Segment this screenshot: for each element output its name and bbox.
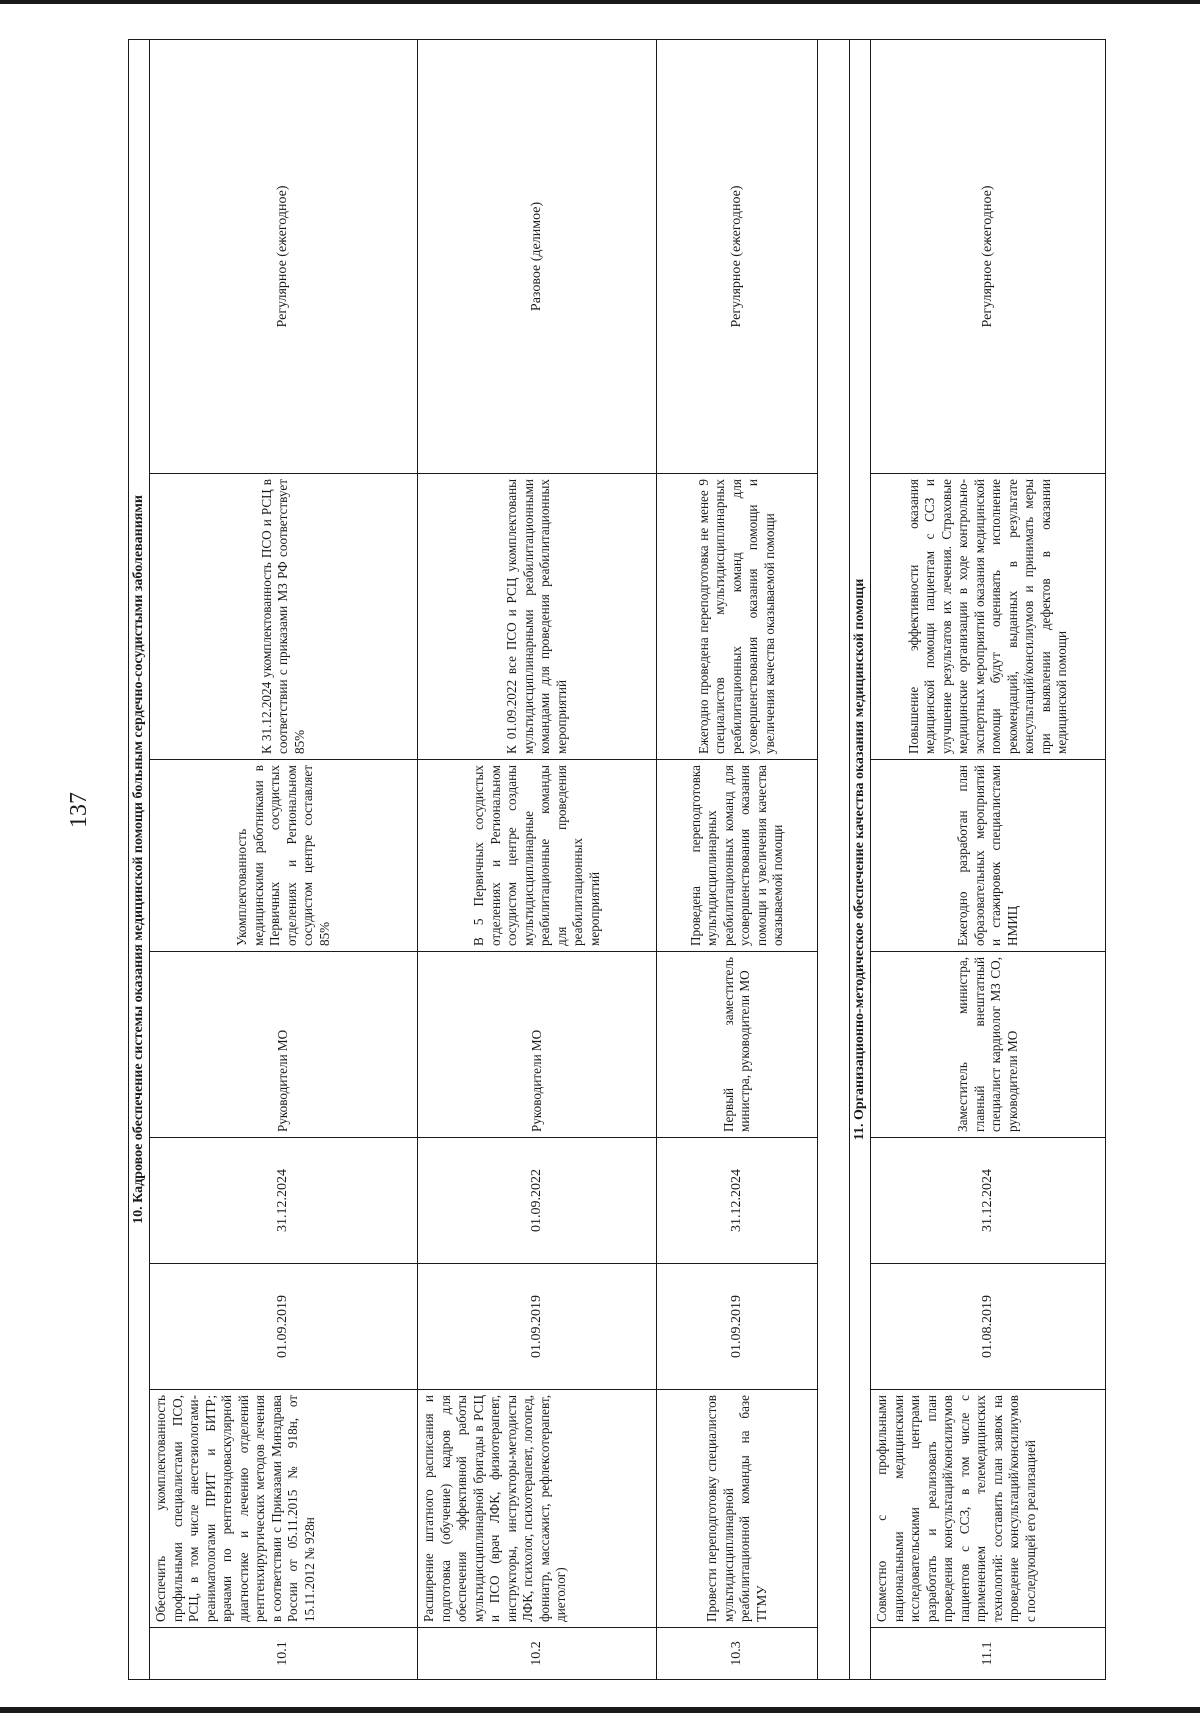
type-cell: Регулярное (ежегодное) (871, 39, 1106, 473)
result-cell: Укомплектованность медицинскими работниками в Первичных сосудистых отделениях и Региональном сосудистом центре составляет 85% (150, 760, 418, 952)
result-cell: В 5 Первичных сосудистых отделениях и Региональном сосудистом центре созданы мультидисциплинарные реабилитационные команды для проведения реабилитационных мероприятий (418, 760, 657, 952)
section-header-row (129, 39, 150, 1679)
task-cell: Совместно с профильными национальными медицинскими исследовательскими центрами разработать и реализовать план проведения консультаций/консилиумов пациентов с ССЗ, в том числе с применением телемедицинских технологий: составить план заявок на проведение консультаций/консилиумов с последующей его реализацией (871, 1390, 1106, 1628)
end-date-cell: 31.12.2024 (150, 1138, 418, 1264)
table-row (150, 39, 418, 1679)
start-date-cell: 01.09.2019 (657, 1264, 818, 1390)
result-cell: Ежегодно разработан план образовательных мероприятий и стажировок специалистами НМИЦ (871, 760, 1106, 952)
result-cell: Проведена переподготовка мультидисциплинарных реабилитационных команд для усовершенствования оказания помощи и увеличения качества оказываемой помощи (657, 760, 818, 952)
start-date-cell: 01.09.2019 (150, 1264, 418, 1390)
end-date-cell: 01.09.2022 (418, 1138, 657, 1264)
responsible-cell: Заместитель министра, главный внештатный специалист кардиолог МЗ СО, руководители МО (871, 952, 1106, 1138)
section-header-row (850, 39, 871, 1679)
start-date-cell: 01.09.2019 (418, 1264, 657, 1390)
responsible-cell: Руководители МО (150, 952, 418, 1138)
rotated-table-container (128, 40, 1106, 1680)
row-number: 10.2 (418, 1628, 657, 1680)
row-number: 10.1 (150, 1628, 418, 1680)
task-cell: Расширение штатного расписания и подготовка (обучение) кадров для обеспечения эффективной работы мультидисциплинарной бригады в РСЦ и ПСО (врач ЛФК, физиотерапевт, инструкторы, инструкторы-методисты ЛФК, психолог, психотерапевт, логопед, фониатр, массажист, рефлексотерапевт, диетолог) (418, 1390, 657, 1628)
row-number: 11.1 (871, 1628, 1106, 1680)
type-cell: Регулярное (ежегодное) (150, 39, 418, 473)
row-number: 10.3 (657, 1628, 818, 1680)
responsible-cell: Руководители МО (418, 952, 657, 1138)
indicator-cell: К 31.12.2024 укомплектованность ПСО и РСЦ в соответствии с приказами МЗ РФ соответствует 85% (150, 474, 418, 760)
spacer-row (817, 39, 849, 1679)
indicator-cell: К 01.09.2022 все ПСО и РСЦ укомплектованы мультидисциплинарными реабилитационными командами для проведения реабилитационных мероприятий (418, 474, 657, 760)
type-cell: Разовое (делимое) (418, 39, 657, 473)
table-row (657, 39, 818, 1679)
page-number: 137 (66, 792, 92, 828)
table-row (871, 39, 1106, 1679)
responsible-cell: Первый заместитель министра, руководители МО (657, 952, 818, 1138)
bottom-border (0, 1707, 1200, 1713)
top-border (0, 0, 1200, 4)
section-title: 11. Организационно-методическое обеспечение качества оказания медицинской помощи (850, 39, 871, 1679)
type-cell: Регулярное (ежегодное) (657, 39, 818, 473)
end-date-cell: 31.12.2024 (657, 1138, 818, 1264)
table-row (418, 39, 657, 1679)
start-date-cell: 01.08.2019 (871, 1264, 1106, 1390)
indicator-cell: Ежегодно проведена переподготовка не менее 9 специалистов мультидисциплинарных реабилитационных команд для усовершенствования оказания помощи и увеличения качества оказываемой помощи (657, 474, 818, 760)
section-title: 10. Кадровое обеспечение системы оказания медицинской помощи больным сердечно-сосудистыми заболеваниями (129, 39, 150, 1679)
end-date-cell: 31.12.2024 (871, 1138, 1106, 1264)
task-cell: Провести переподготовку специалистов мультидисциплинарной реабилитационной команды на базе ТГМУ (657, 1390, 818, 1628)
task-cell: Обеспечить укомплектованность профильными специалистами ПСО, РСЦ, в том числе анестезиологами-реаниматологами ПРИТ и БИТР; врачами по рентгенэндоваскулярной диагностике и лечению отделений рентгенхирургических методов лечения в соответствии с Приказами Минздрава России от 05.11.2015 № 918н, от 15.11.2012 № 928н (150, 1390, 418, 1628)
indicator-cell: Повышение эффективности оказания медицинской помощи пациентам с ССЗ и улучшение результатов их лечения. Страховые медицинские организации в ходе контрольно-экспертных мероприятий оказания медицинской помощи будут оценивать исполнение рекомендаций, выданных в результате консультаций/консилиумов и принимать меры при выявлении дефектов в оказании медицинской помощи (871, 474, 1106, 760)
measures-table (128, 39, 1106, 1680)
